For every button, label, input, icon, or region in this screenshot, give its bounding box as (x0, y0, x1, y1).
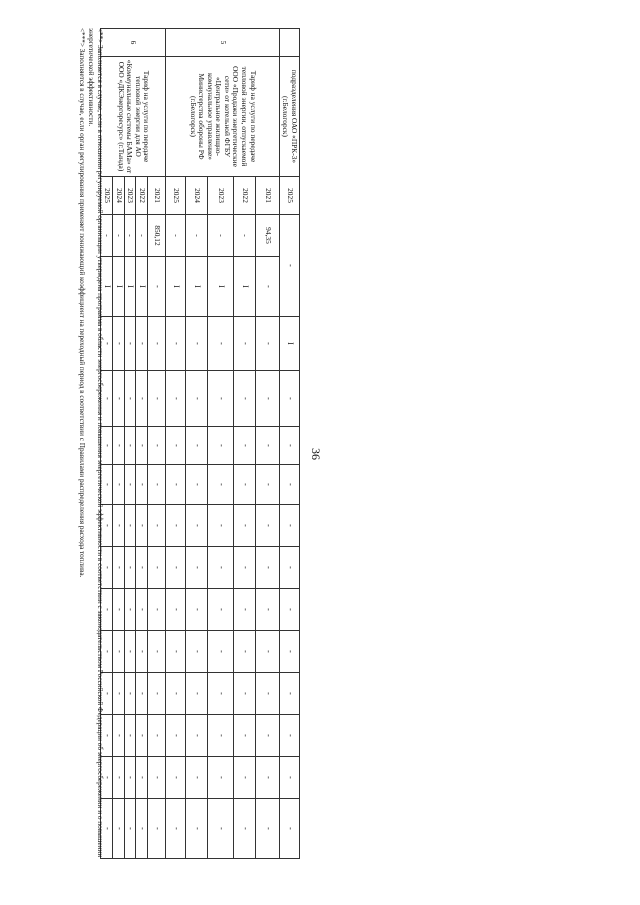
value-cell: - (185, 715, 207, 757)
value-cell: - (185, 317, 207, 371)
value-cell: - (113, 631, 125, 673)
value-cell: - (185, 799, 207, 859)
value-cell: - (147, 589, 165, 631)
value-cell: I (113, 257, 125, 317)
value-cell: - (124, 371, 136, 427)
value-cell: - (101, 317, 113, 371)
value-cell: - (101, 589, 113, 631)
value-cell: - (165, 799, 185, 859)
value-cell: - (207, 371, 233, 427)
value-cell: - (233, 371, 255, 427)
value-cell: - (124, 631, 136, 673)
value-cell: - (113, 715, 125, 757)
value-cell: - (165, 371, 185, 427)
value-cell: - (101, 757, 113, 799)
row-number-cell (279, 29, 299, 57)
value-cell: - (233, 589, 255, 631)
value-cell: - (136, 631, 148, 673)
value-cell: - (279, 427, 299, 465)
value-cell: - (101, 631, 113, 673)
value-cell: - (207, 799, 233, 859)
value-cell: - (136, 547, 148, 589)
value-cell: - (136, 757, 148, 799)
value-cell: - (207, 673, 233, 715)
value-cell: - (233, 215, 255, 257)
value-cell: - (147, 715, 165, 757)
value-cell: - (207, 427, 233, 465)
value-cell: - (185, 631, 207, 673)
year-cell: 2021 (147, 177, 165, 215)
value-cell: - (165, 215, 185, 257)
value-cell: - (147, 547, 165, 589)
value-cell: I (165, 257, 185, 317)
value-cell: - (124, 589, 136, 631)
value-cell: - (124, 547, 136, 589)
value-cell: I (185, 257, 207, 317)
value-cell: - (147, 799, 165, 859)
value-cell: - (124, 465, 136, 505)
page-number: 36 (309, 448, 323, 460)
value-cell: I (233, 257, 255, 317)
value-cell: - (185, 757, 207, 799)
value-cell: - (124, 757, 136, 799)
value-cell: - (147, 673, 165, 715)
value-cell: - (185, 547, 207, 589)
value-cell: - (279, 465, 299, 505)
value-cell: - (207, 215, 233, 257)
rotated-page-content (68, 28, 300, 858)
year-cell: 2022 (233, 177, 255, 215)
value-cell: - (185, 215, 207, 257)
value-cell: - (124, 715, 136, 757)
value-cell: - (233, 673, 255, 715)
value-cell: - (165, 589, 185, 631)
value-cell: - (101, 371, 113, 427)
value-cell: - (113, 465, 125, 505)
value-cell: - (255, 427, 279, 465)
value-cell: - (136, 371, 148, 427)
value-cell: - (233, 427, 255, 465)
value-cell: - (279, 589, 299, 631)
value-cell: - (165, 317, 185, 371)
value-cell: - (233, 799, 255, 859)
value-cell: - (101, 799, 113, 859)
row-name-cell: Тариф на услуги по передаче тепловой энергии для АО «Коммунальные системы БАМа» от ООО «ДКЭнергоресурс» (г.Тында) (101, 57, 165, 177)
value-cell: - (279, 631, 299, 673)
value-cell: - (185, 427, 207, 465)
value-cell: - (147, 317, 165, 371)
value-cell: - (147, 757, 165, 799)
value-cell: - (279, 673, 299, 715)
value-cell: - (136, 589, 148, 631)
value-cell: I (101, 257, 113, 317)
footnote-2: <***> Заполняется в случае, если орган регулирования применяет понижающий коэффициент на переходный период в соответствии с Правилами распределения расхода топлива. (78, 28, 86, 578)
value-cell: - (147, 257, 165, 317)
value-cell: - (136, 465, 148, 505)
value-cell: - (279, 371, 299, 427)
value-cell: - (113, 673, 125, 715)
value-cell: - (113, 371, 125, 427)
value-cell: - (233, 317, 255, 371)
value-cell: 94,35 (255, 215, 279, 257)
value-cell: - (255, 673, 279, 715)
value-cell: - (165, 465, 185, 505)
value-cell: - (124, 427, 136, 465)
value-cell: - (101, 673, 113, 715)
value-cell: - (279, 215, 299, 317)
value-cell: - (207, 505, 233, 547)
value-cell: - (279, 757, 299, 799)
value-cell: - (207, 631, 233, 673)
year-cell: 2022 (136, 177, 148, 215)
value-cell: - (124, 215, 136, 257)
value-cell: - (207, 547, 233, 589)
value-cell: I (207, 257, 233, 317)
value-cell: - (147, 465, 165, 505)
year-cell: 2021 (255, 177, 279, 215)
year-cell: 2025 (165, 177, 185, 215)
value-cell: - (255, 505, 279, 547)
year-cell: 2023 (207, 177, 233, 215)
value-cell: - (207, 465, 233, 505)
value-cell: - (255, 715, 279, 757)
value-cell: - (279, 505, 299, 547)
value-cell: - (207, 757, 233, 799)
year-cell: 2024 (113, 177, 125, 215)
value-cell: - (101, 715, 113, 757)
year-cell: 2025 (101, 177, 113, 215)
value-cell: - (165, 757, 185, 799)
value-cell: - (147, 427, 165, 465)
value-cell: - (113, 757, 125, 799)
value-cell: - (113, 505, 125, 547)
value-cell: - (113, 547, 125, 589)
value-cell: - (185, 673, 207, 715)
value-cell: - (101, 215, 113, 257)
row-name-cell: подразделения ОАО «ПРК-3» (г.Белогорск) (279, 57, 299, 177)
value-cell: - (185, 465, 207, 505)
value-cell: - (255, 547, 279, 589)
value-cell: - (255, 371, 279, 427)
footnotes (77, 28, 104, 858)
value-cell: - (233, 631, 255, 673)
value-cell: - (233, 465, 255, 505)
value-cell: - (136, 215, 148, 257)
value-cell: - (207, 589, 233, 631)
value-cell: I (279, 317, 299, 371)
value-cell: - (101, 547, 113, 589)
value-cell: - (233, 505, 255, 547)
value-cell: I (136, 257, 148, 317)
value-cell: - (165, 547, 185, 589)
value-cell: - (113, 589, 125, 631)
value-cell: - (136, 505, 148, 547)
value-cell: - (113, 427, 125, 465)
value-cell: - (147, 631, 165, 673)
value-cell: - (255, 631, 279, 673)
tariff-table (100, 28, 300, 859)
value-cell: - (279, 547, 299, 589)
value-cell: - (165, 715, 185, 757)
value-cell: - (136, 317, 148, 371)
year-cell: 2024 (185, 177, 207, 215)
value-cell: - (124, 317, 136, 371)
value-cell: - (124, 673, 136, 715)
value-cell: - (255, 465, 279, 505)
value-cell: - (185, 589, 207, 631)
value-cell: - (165, 505, 185, 547)
footnote-1: <**> Заполняется в случае, если в отношении регулируемой организации утверждена программа в области энергосбережения и повышения энергетической эффективности в соответствии с законодательством Российской Федерации об энергосбережении и о повышении энергетической эффективности. (87, 28, 104, 858)
value-cell: 850,12 (147, 215, 165, 257)
value-cell: - (233, 715, 255, 757)
row-name-cell: Тариф на услуги по передаче тепловой энергии, отпускаемой ООО «Продажи энергетические сети» от котельной ФГБУ «Центральное жилищно-коммунальное управление» Министерства обороны РФ (г.Белогорск) (165, 57, 279, 177)
value-cell: - (279, 799, 299, 859)
value-cell: - (113, 317, 125, 371)
value-cell: - (124, 505, 136, 547)
value-cell: - (113, 215, 125, 257)
year-cell: 2025 (279, 177, 299, 215)
value-cell: - (233, 547, 255, 589)
value-cell: - (101, 427, 113, 465)
table-row (279, 29, 299, 859)
value-cell: - (136, 799, 148, 859)
row-number-cell: 6 (101, 29, 165, 57)
value-cell: - (101, 505, 113, 547)
value-cell: - (207, 715, 233, 757)
value-cell: - (255, 589, 279, 631)
value-cell: - (255, 757, 279, 799)
value-cell: - (279, 715, 299, 757)
value-cell: - (207, 317, 233, 371)
row-number-cell: 5 (165, 29, 279, 57)
value-cell: - (136, 427, 148, 465)
value-cell: - (124, 799, 136, 859)
value-cell: - (147, 505, 165, 547)
value-cell: - (233, 757, 255, 799)
value-cell: - (165, 427, 185, 465)
value-cell: - (185, 371, 207, 427)
value-cell: - (136, 715, 148, 757)
value-cell: - (255, 317, 279, 371)
value-cell: - (255, 799, 279, 859)
value-cell: - (185, 505, 207, 547)
table-row (255, 29, 279, 859)
value-cell: I (124, 257, 136, 317)
value-cell: - (101, 465, 113, 505)
value-cell: - (113, 799, 125, 859)
value-cell: - (165, 673, 185, 715)
year-cell: 2023 (124, 177, 136, 215)
value-cell: - (136, 673, 148, 715)
value-cell: - (255, 257, 279, 317)
table-row (147, 29, 165, 859)
value-cell: - (165, 631, 185, 673)
value-cell: - (147, 371, 165, 427)
